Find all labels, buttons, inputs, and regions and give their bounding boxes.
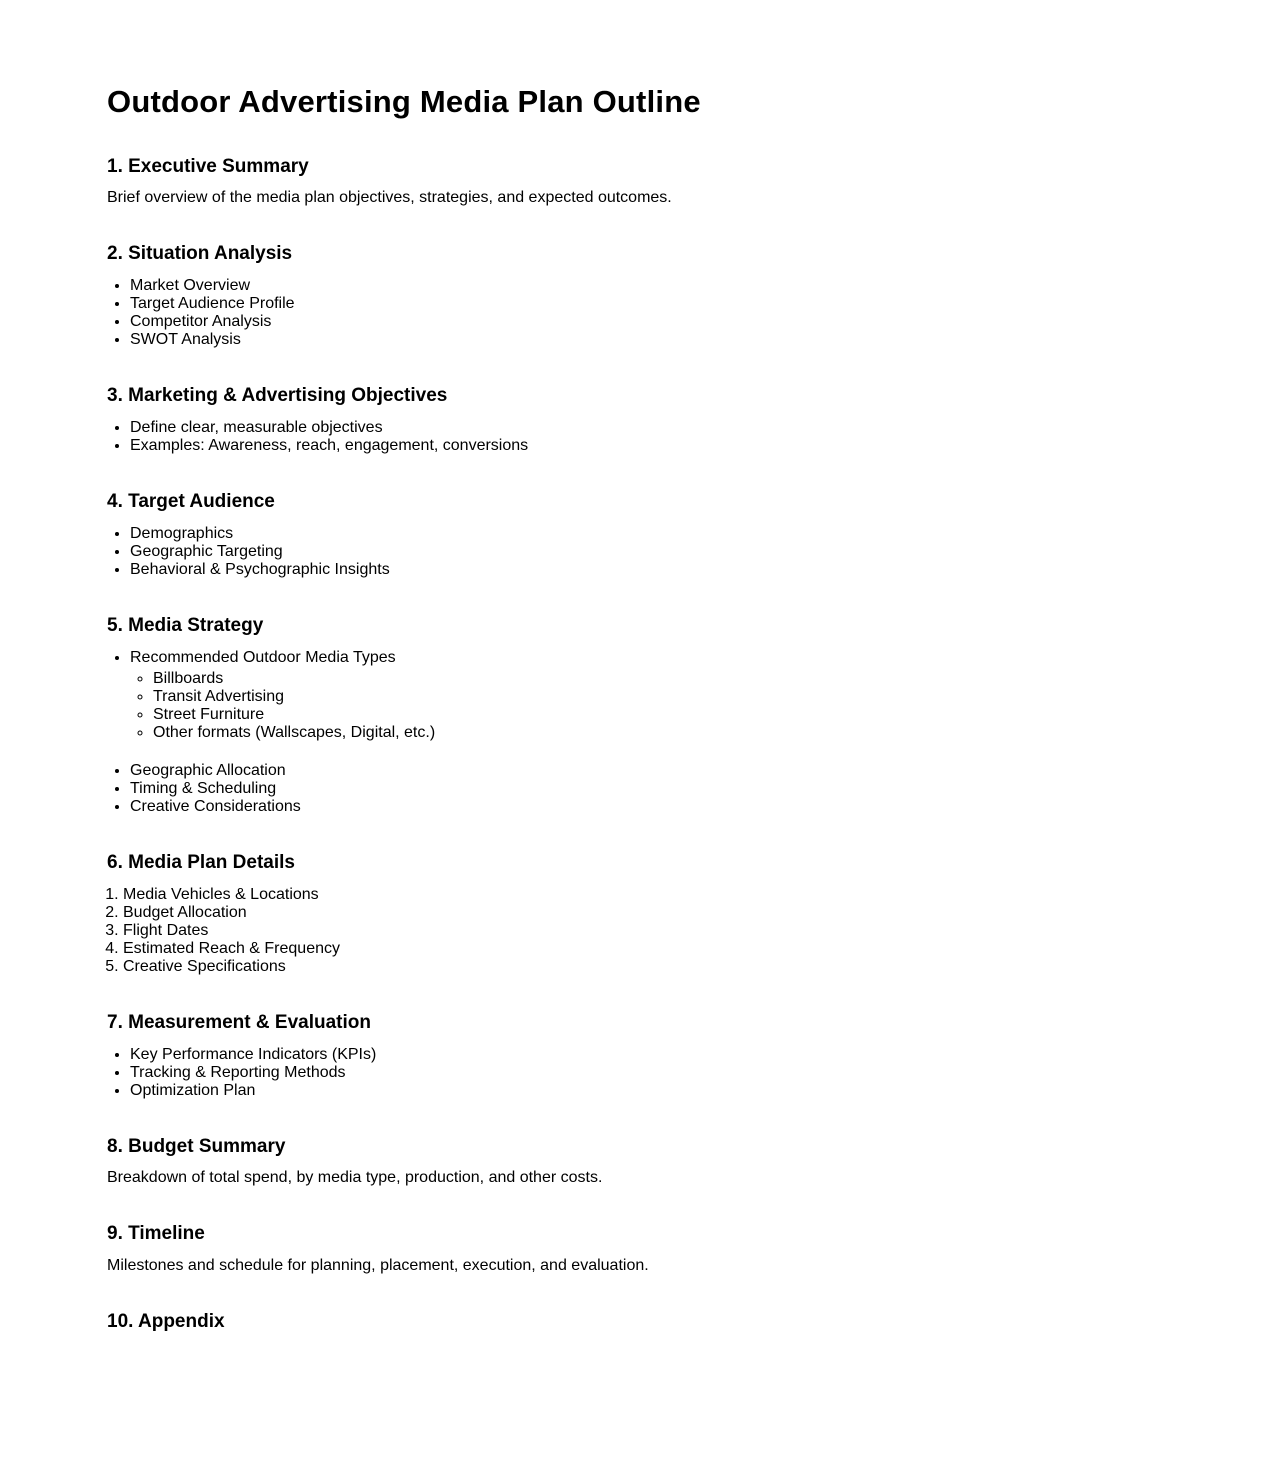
list-item: • Timing & Scheduling	[130, 780, 1163, 798]
list-item: • Optimization Plan	[130, 1082, 1163, 1100]
section-heading: 1. Executive Summary	[107, 155, 309, 177]
section-measurement-evaluation	[107, 1012, 1163, 1100]
list-item	[130, 649, 1163, 742]
list-item: • Behavioral & Psychographic Insights	[130, 561, 1163, 579]
section-target-audience	[107, 491, 1163, 579]
list-item: • Key Performance Indicators (KPIs)	[130, 1046, 1163, 1064]
sub-list-item: ◦ Billboards	[153, 670, 1163, 688]
section-heading: 9. Timeline	[107, 1223, 205, 1245]
list-item: • Creative Considerations	[130, 798, 1163, 816]
sub-list-item: ◦ Transit Advertising	[153, 688, 1163, 706]
section-media-strategy	[107, 615, 1163, 816]
section-budget-summary	[107, 1136, 1163, 1188]
bullet-list	[107, 649, 1163, 816]
section-heading: 5. Media Strategy	[107, 615, 264, 637]
numbered-list-item: 5. Creative Specifications	[123, 958, 1163, 976]
numbered-list-item: 3. Flight Dates	[123, 922, 1163, 940]
bullet-list	[107, 419, 1163, 455]
numbered-list-item: 4. Estimated Reach & Frequency	[123, 940, 1163, 958]
section-paragraph: Breakdown of total spend, by media type, production, and other costs.	[107, 1169, 603, 1187]
list-item: • Demographics	[130, 525, 1163, 543]
list-item: • Define clear, measurable objectives	[130, 419, 1163, 437]
list-item: • Tracking & Reporting Methods	[130, 1064, 1163, 1082]
list-item: • Geographic Allocation	[130, 762, 1163, 780]
section-appendix	[107, 1311, 1163, 1333]
list-item: • SWOT Analysis	[130, 331, 1163, 349]
numbered-list-item: 2. Budget Allocation	[123, 904, 1163, 922]
section-paragraph: Brief overview of the media plan objectives, strategies, and expected outcomes.	[107, 189, 672, 207]
section-heading: 4. Target Audience	[107, 491, 275, 513]
section-paragraph: Milestones and schedule for planning, placement, execution, and evaluation.	[107, 1257, 649, 1275]
section-marketing-objectives	[107, 385, 1163, 455]
bullet-list	[107, 525, 1163, 579]
list-item: • Target Audience Profile	[130, 295, 1163, 313]
section-situation-analysis	[107, 243, 1163, 349]
section-heading: 8. Budget Summary	[107, 1135, 286, 1157]
section-heading: 10. Appendix	[107, 1311, 225, 1333]
section-media-plan-details	[107, 852, 1163, 976]
list-item: • Competitor Analysis	[130, 313, 1163, 331]
list-item: • Examples: Awareness, reach, engagement, conversions	[130, 437, 1163, 455]
bullet-list	[107, 277, 1163, 349]
sub-list-item: ◦ Other formats (Wallscapes, Digital, etc.)	[153, 724, 1163, 742]
sub-list-item: ◦ Street Furniture	[153, 706, 1163, 724]
bullet-list	[107, 1046, 1163, 1100]
section-heading: 6. Media Plan Details	[107, 851, 295, 873]
section-timeline	[107, 1223, 1163, 1275]
numbered-list	[107, 886, 1163, 976]
numbered-list-item: 1. Media Vehicles & Locations	[123, 886, 1163, 904]
section-heading: 2. Situation Analysis	[107, 243, 293, 265]
section-heading: 3. Marketing & Advertising Objectives	[107, 385, 448, 407]
page-title: Outdoor Advertising Media Plan Outline	[107, 84, 701, 119]
list-item: • Geographic Targeting	[130, 543, 1163, 561]
sub-bullet-list	[130, 670, 1163, 742]
list-item-label: Recommended Outdoor Media Types	[130, 648, 396, 666]
section-executive-summary	[107, 156, 1163, 208]
list-item: • Market Overview	[130, 277, 1163, 295]
section-heading: 7. Measurement & Evaluation	[107, 1011, 371, 1033]
